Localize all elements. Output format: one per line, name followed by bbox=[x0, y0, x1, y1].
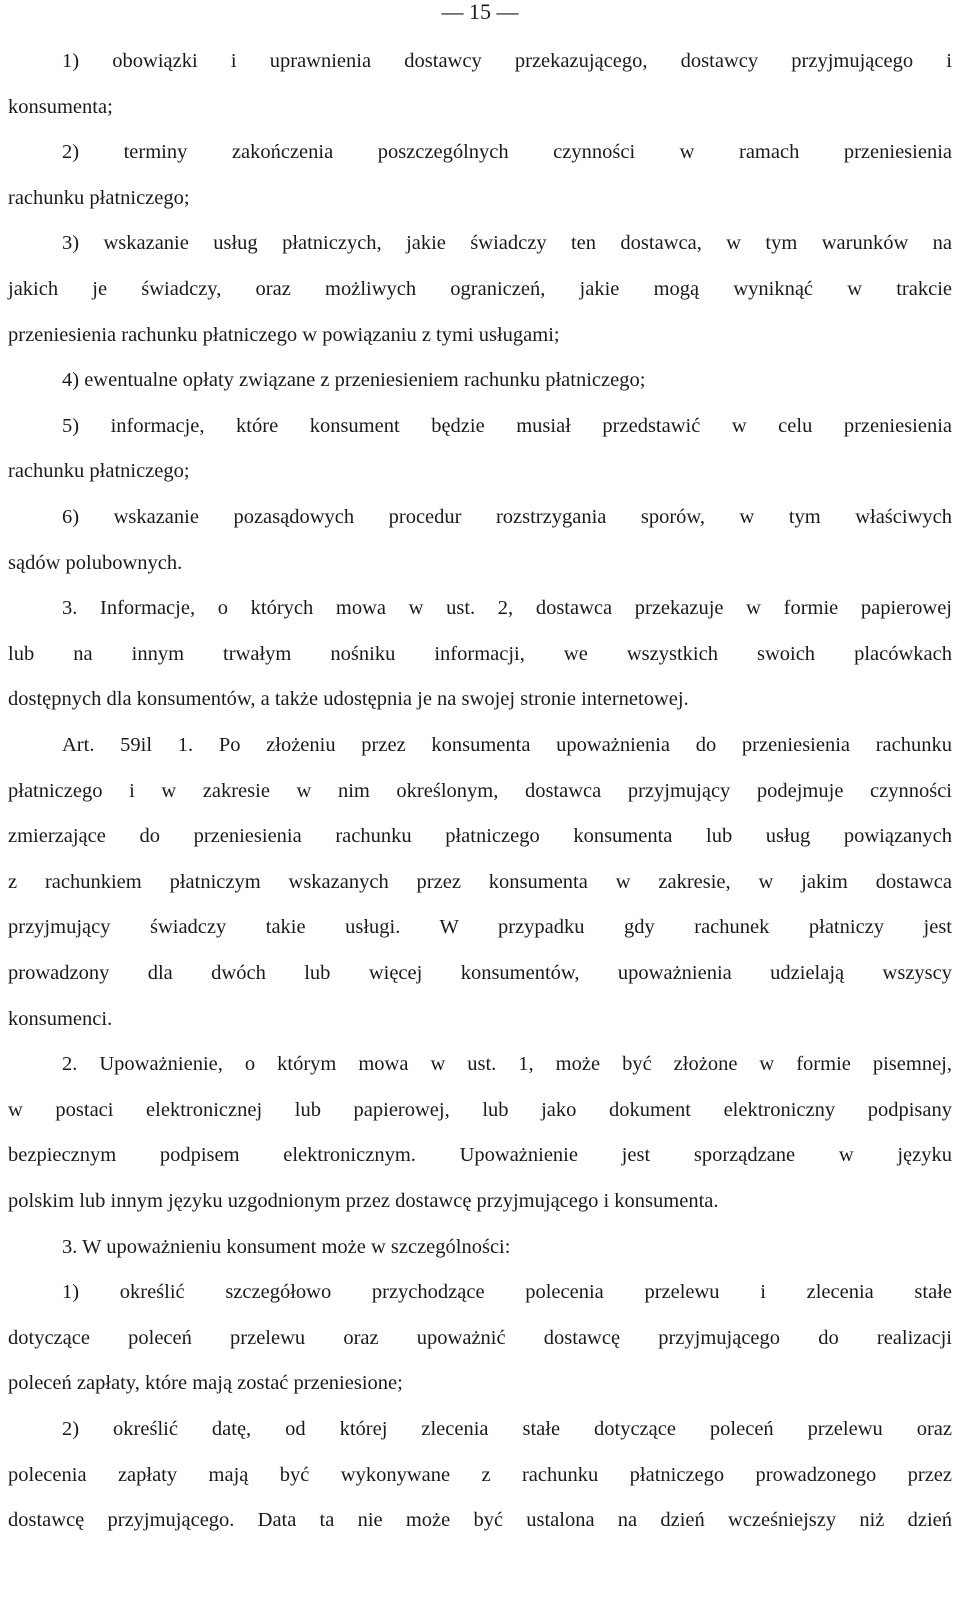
page-number: — 15 — bbox=[441, 0, 519, 24]
text-line: 2) terminy zakończenia poszczególnych czynności w ramach przeniesienia bbox=[62, 141, 952, 164]
text-line: 6) wskazanie pozasądowych procedur rozstrzygania sporów, w tym właściwych bbox=[62, 506, 952, 528]
text-line: dotyczące poleceń przelewu oraz upoważnić dostawcę przyjmującego do realizacji bbox=[8, 1326, 952, 1349]
text-line: 5) informacje, które konsument będzie musiał przedstawić w celu przeniesienia bbox=[62, 414, 952, 437]
text-line: rachunku płatniczego; bbox=[8, 186, 190, 209]
text-line: 2) określić datę, od której zlecenia stałe dotyczące poleceń przelewu oraz bbox=[62, 1418, 952, 1440]
text-line: 2. Upoważnienie, o którym mowa w ust. 1, może być złożone w formie pisemnej, bbox=[62, 1053, 952, 1076]
text-line: 4) ewentualne opłaty związane z przeniesieniem rachunku płatniczego; bbox=[62, 369, 646, 392]
text-line: jakich je świadczy, oraz możliwych ograniczeń, jakie mogą wyniknąć w trakcie bbox=[8, 278, 952, 300]
text-line: Art. 59il 1. Po złożeniu przez konsumenta upoważnienia do przeniesienia rachunku bbox=[62, 734, 952, 756]
text-line: 3) wskazanie usług płatniczych, jakie świadczy ten dostawca, w tym warunków na bbox=[62, 232, 952, 255]
text-line: 1) obowiązki i uprawnienia dostawcy przekazującego, dostawcy przyjmującego i bbox=[62, 50, 952, 72]
text-line: sądów polubownych. bbox=[8, 551, 183, 574]
text-line: polskim lub innym języku uzgodnionym przez dostawcę przyjmującego i konsumenta. bbox=[8, 1190, 719, 1212]
text-line: z rachunkiem płatniczym wskazanych przez konsumenta w zakresie, w jakim dostawca bbox=[8, 870, 952, 893]
text-line: dostawcę przyjmującego. Data ta nie może być ustalona na dzień wcześniejszy niż dzień bbox=[8, 1509, 952, 1532]
text-line: 3. W upoważnieniu konsument może w szczególności: bbox=[62, 1235, 511, 1258]
text-line: płatniczego i w zakresie w nim określonym, dostawca przyjmujący podejmuje czynności bbox=[8, 779, 952, 802]
text-line: zmierzające do przeniesienia rachunku płatniczego konsumenta lub usług powiązanych bbox=[8, 825, 952, 848]
text-line: poleceń zapłaty, które mają zostać przeniesione; bbox=[8, 1372, 403, 1395]
text-line: przyjmujący świadczy takie usługi. W przypadku gdy rachunek płatniczy jest bbox=[8, 916, 952, 939]
text-line: przeniesienia rachunku płatniczego w powiązaniu z tymi usługami; bbox=[8, 323, 560, 346]
text-line: konsumenta; bbox=[8, 95, 113, 118]
text-line: dostępnych dla konsumentów, a także udostępnia je na swojej stronie internetowej. bbox=[8, 688, 689, 711]
text-line: rachunku płatniczego; bbox=[8, 460, 190, 483]
text-line: 1) określić szczegółowo przychodzące polecenia przelewu i zlecenia stałe bbox=[62, 1281, 952, 1304]
text-line: prowadzony dla dwóch lub więcej konsumentów, upoważnienia udzielają wszyscy bbox=[8, 962, 952, 984]
text-line: 3. Informacje, o których mowa w ust. 2, dostawca przekazuje w formie papierowej bbox=[62, 597, 952, 620]
text-line: w postaci elektronicznej lub papierowej, lub jako dokument elektroniczny podpisany bbox=[8, 1098, 952, 1121]
text-line: bezpiecznym podpisem elektronicznym. Upoważnienie jest sporządzane w języku bbox=[8, 1144, 952, 1167]
text-line: konsumenci. bbox=[8, 1007, 113, 1030]
text-line: polecenia zapłaty mają być wykonywane z rachunku płatniczego prowadzonego przez bbox=[8, 1463, 952, 1486]
text-line: lub na innym trwałym nośniku informacji, we wszystkich swoich placówkach bbox=[8, 642, 952, 665]
